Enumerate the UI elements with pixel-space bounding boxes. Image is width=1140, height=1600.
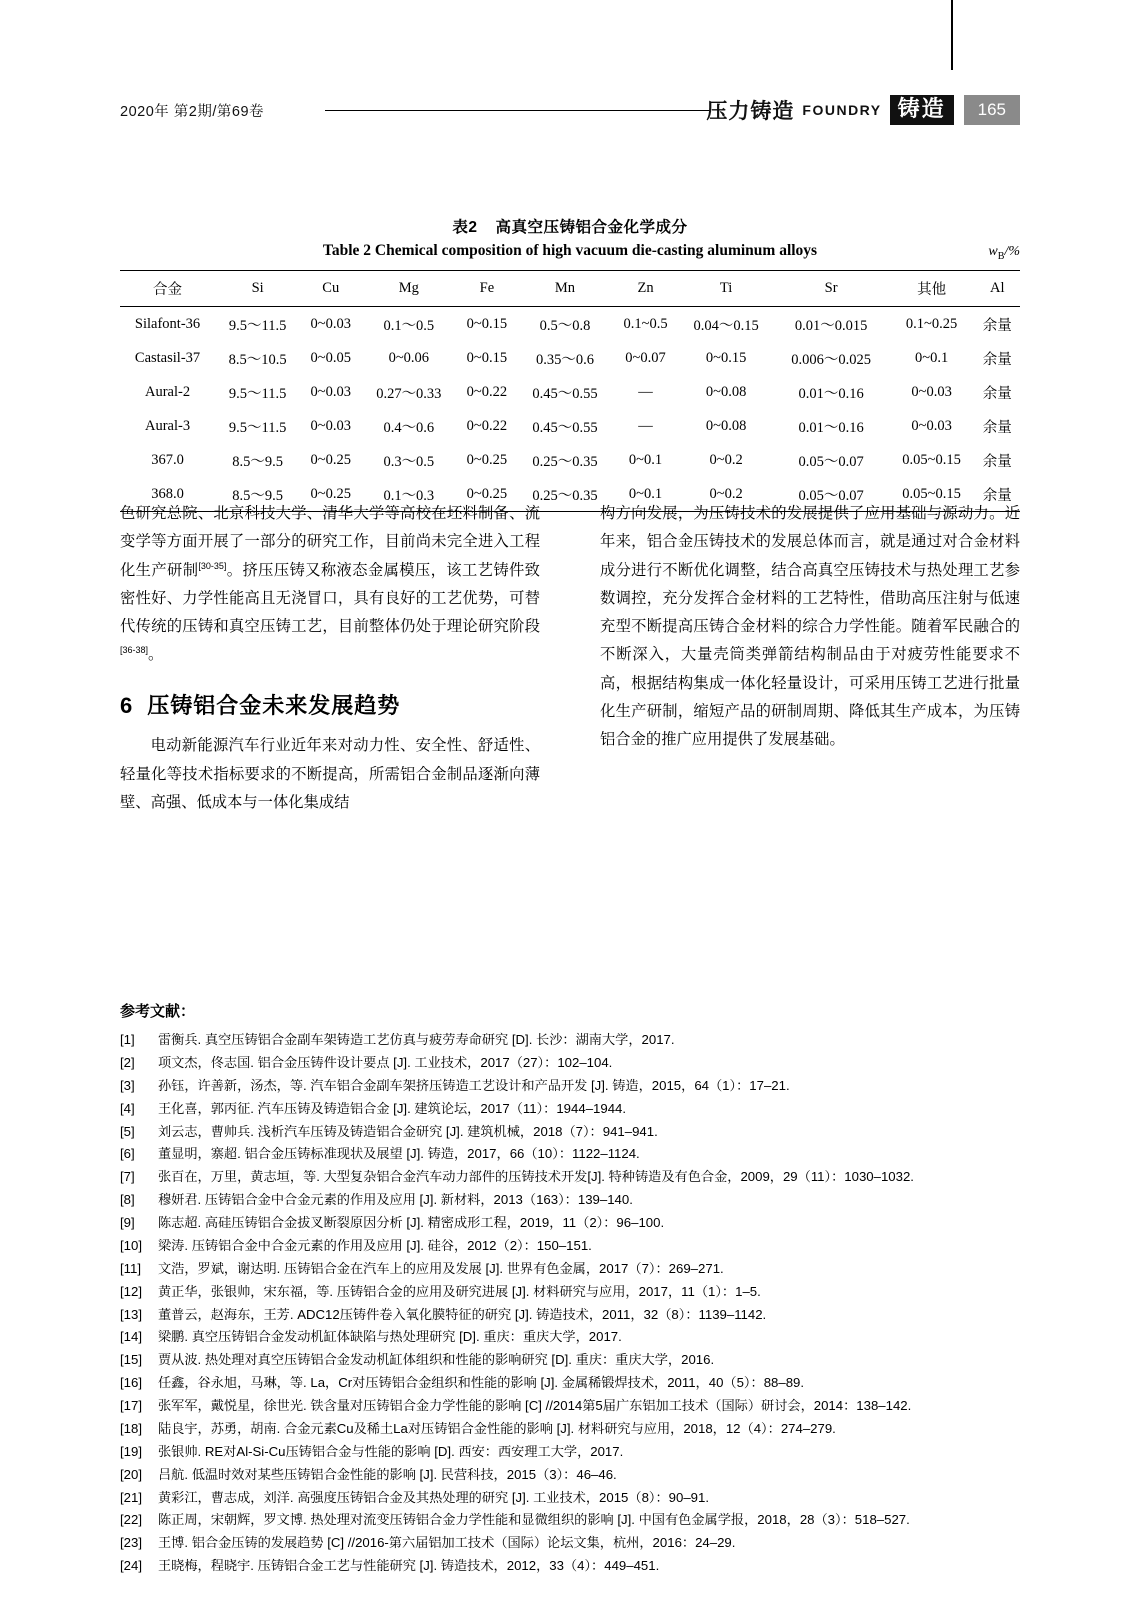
cell-si: 8.5～9.5: [232, 487, 284, 504]
para-text-2: 。挤压压铸又称液态金属模压，该工艺铸件致密性好、力学性能高且无浇冒口，具有良好的工艺优势，可替代传统的压铸和真空压铸工艺，目前整体仍处于理论研究阶段: [120, 561, 540, 636]
reference-text: 刘云志，曹帅兵. 浅析汽车压铸及铸造铝合金研究 [J]. 建筑机械，2018（7）：941–941.: [158, 1123, 658, 1139]
table-2-block: [120, 215, 1020, 512]
reference-text: 陆良宇，苏勇，胡南. 合金元素Cu及稀土La对压铸铝合金性能的影响 [J]. 材料研究与应用，2018，12（4）：274–279.: [158, 1420, 836, 1436]
cell-alloy: 367.0: [151, 451, 184, 468]
reference-number: [5]: [120, 1123, 135, 1139]
table-unit-label: [988, 244, 1020, 262]
body-columns: [120, 500, 1020, 812]
references-section: [120, 1000, 1020, 1578]
cell-ti: 0~0.15: [705, 349, 747, 366]
table-header-row: [120, 271, 1020, 307]
col-header-mg: Mg: [398, 280, 419, 296]
col-header-alloy: 合金: [153, 282, 183, 298]
table-number: 表2: [452, 219, 478, 236]
cell-mn: 0.25～0.35: [532, 487, 598, 504]
reference-number: [18]: [120, 1420, 142, 1436]
cell-other: 0.1~0.25: [905, 315, 958, 332]
reference-number: [9]: [120, 1215, 135, 1230]
reference-text: 王化喜，郭丙征. 汽车压铸及铸造铝合金 [J]. 建筑论坛，2017（11）：1944–1944.: [158, 1100, 627, 1116]
cell-mg: 0.4～0.6: [383, 419, 435, 436]
cell-si: 8.5～10.5: [228, 351, 287, 368]
cell-fe: 0~0.15: [466, 315, 508, 332]
reference-item: [120, 1555, 1020, 1576]
cell-ti: 0~0.2: [709, 485, 743, 502]
reference-item: [120, 1395, 1020, 1416]
cell-zn: 0.1~0.5: [623, 315, 668, 332]
reference-text: 贾从波. 热处理对真空压铸铝合金发动机缸体组织和性能的影响研究 [D]. 重庆：重庆大学，2016.: [158, 1352, 715, 1368]
cell-alloy: Aural-3: [144, 417, 191, 434]
cell-alloy: Silafont-36: [134, 315, 201, 332]
reference-item: [120, 1075, 1020, 1096]
reference-number: [7]: [120, 1169, 135, 1185]
reference-number: [19]: [120, 1443, 142, 1459]
header-divider: [325, 110, 710, 111]
reference-text: 梁涛. 压铸铝合金中合金元素的作用及应用 [J]. 硅谷，2012（2）：150–151.: [158, 1237, 592, 1253]
reference-item: [120, 1166, 1020, 1187]
reference-text: 王晓梅，程晓宇. 压铸铝合金工艺与性能研究 [J]. 铸造技术，2012，33（4）：449–451.: [158, 1558, 660, 1574]
cell-si: 9.5～11.5: [228, 385, 287, 402]
reference-number: [11]: [120, 1260, 142, 1276]
cell-mn: 0.25～0.35: [532, 453, 598, 470]
col-header-sr: Sr: [824, 280, 838, 296]
cell-other: 0~0.1: [914, 349, 949, 366]
cell-cu: 0~0.03: [310, 315, 351, 332]
cell-alloy: Castasil-37: [134, 349, 201, 366]
reference-item: [120, 1052, 1020, 1073]
cell-al: 余量: [982, 453, 1012, 470]
section-title: 压铸铝合金未来发展趋势: [147, 692, 401, 718]
cell-mg: 0.1～0.3: [383, 487, 435, 504]
cell-si: 9.5～11.5: [228, 419, 287, 436]
cell-sr: 0.01～0.015: [794, 317, 868, 334]
reference-text: 梁鹏. 真空压铸铝合金发动机缸体缺陷与热处理研究 [D]. 重庆：重庆大学，2017.: [158, 1329, 622, 1345]
cell-zn: 0~0.1: [628, 451, 663, 468]
cell-fe: 0~0.22: [466, 417, 508, 434]
cell-si: 8.5～9.5: [232, 453, 284, 470]
page-header: [120, 96, 1020, 130]
col-header-ti: Ti: [719, 280, 733, 296]
cell-sr: 0.05～0.07: [798, 453, 864, 470]
reference-number: [16]: [120, 1375, 142, 1391]
cell-cu: 0~0.03: [310, 417, 351, 434]
reference-number: [2]: [120, 1054, 135, 1070]
composition-table: [120, 270, 1020, 512]
reference-number: [17]: [120, 1398, 142, 1413]
reference-item: [120, 1509, 1020, 1530]
citation-ref-30-35: [30-35]: [198, 560, 227, 571]
reference-item: [120, 1418, 1020, 1439]
brand-logo-box: 铸造: [890, 95, 954, 125]
section-heading: [120, 686, 540, 727]
cell-al: 余量: [982, 317, 1012, 334]
col-header-zn: Zn: [637, 280, 654, 296]
reference-text: 吕航. 低温时效对某些压铸铝合金性能的影响 [J]. 民营科技，2015（3）：46–46.: [158, 1466, 617, 1482]
citation-ref-36-38: [36-38]: [120, 645, 149, 656]
page-number-badge: 165: [964, 95, 1020, 125]
table-title-cn: [120, 215, 1020, 237]
para-text-1: 色研究总院、北京科技大学、清华大学等高校在坯料制备、流变学等方面开展了一部分的研究工作，目前尚未完全进入工程化生产研制: [120, 505, 540, 579]
journal-brand: [706, 90, 1020, 130]
col-header-other: 其他: [917, 282, 947, 298]
reference-number: [3]: [120, 1077, 135, 1093]
cell-other: 0.05~0.15: [902, 485, 961, 502]
reference-number: [8]: [120, 1192, 135, 1208]
section-paragraph: 电动新能源汽车行业近年来对动力性、安全性、舒适性、轻量化等技术指标要求的不断提高，所需铝合金制品逐渐向薄壁、高强、低成本与一体化集成结: [120, 737, 540, 812]
reference-item: [120, 1487, 1020, 1508]
cell-ti: 0~0.08: [705, 417, 747, 434]
brand-en-label: FOUNDRY: [802, 102, 882, 118]
cell-mn: 0.35～0.6: [535, 351, 594, 368]
references-title: 参考文献：: [120, 1003, 196, 1020]
unit-subscript: B: [997, 250, 1005, 262]
reference-number: [20]: [120, 1466, 142, 1482]
reference-number: [4]: [120, 1100, 135, 1116]
unit-symbol: w: [988, 244, 998, 259]
para-text-3: 。: [148, 646, 164, 664]
reference-number: [13]: [120, 1306, 142, 1322]
cell-mn: 0.5～0.8: [539, 317, 591, 334]
cell-fe: 0~0.15: [466, 349, 508, 366]
reference-item: [120, 1098, 1020, 1119]
reference-text: 张百在，万里，黄志垣，等. 大型复杂铝合金汽车动力部件的压铸技术开发[J]. 特种铸造及有色合金，2009，29（11）：1030–1032.: [158, 1169, 914, 1185]
reference-item: [120, 1326, 1020, 1347]
table-title-en: Table 2 Chemical composition of high vacuum die-casting aluminum alloys: [322, 242, 818, 259]
reference-number: [14]: [120, 1329, 142, 1345]
reference-number: [12]: [120, 1283, 142, 1299]
reference-text: 陈正周，宋朝辉，罗文博. 热处理对流变压铸铝合金力学性能和显微组织的影响 [J]. 中国有色金属学报，2018，28（3）：518–527.: [158, 1512, 910, 1528]
reference-item: [120, 1121, 1020, 1142]
col-header-si: Si: [251, 280, 264, 296]
reference-item: [120, 1029, 1020, 1050]
cell-sr: 0.01～0.16: [798, 385, 864, 402]
table-row: [120, 375, 1020, 409]
cell-zn: —: [638, 383, 653, 400]
brand-cn-label: 压力铸造: [706, 100, 795, 123]
reference-item: [120, 1532, 1020, 1553]
reference-text: 孙钰，许善新，汤杰，等. 汽车铝合金副车架挤压铸造工艺设计和产品开发 [J]. 铸造，2015，64（1）：17–21.: [158, 1077, 790, 1093]
left-column: [120, 500, 540, 817]
cell-other: 0~0.03: [911, 383, 952, 400]
unit-suffix: /%: [1004, 244, 1020, 259]
reference-number: [6]: [120, 1146, 135, 1162]
reference-item: [120, 1464, 1020, 1485]
cell-cu: 0~0.25: [310, 451, 351, 468]
reference-text: 董显明，寨超. 铝合金压铸标准现状及展望 [J]. 铸造，2017，66（10）：1122–1124.: [158, 1146, 640, 1162]
reference-item: [120, 1441, 1020, 1462]
reference-item: [120, 1143, 1020, 1164]
cell-al: 余量: [982, 419, 1012, 436]
section-number: 6: [120, 692, 134, 718]
reference-item: [120, 1258, 1020, 1279]
col-header-cu: Cu: [322, 280, 340, 296]
cell-al: 余量: [982, 351, 1012, 368]
issue-info: 2020年 第2期/第69卷: [120, 104, 265, 120]
cell-cu: 0~0.03: [310, 383, 351, 400]
cell-ti: 0~0.08: [705, 383, 747, 400]
reference-item: [120, 1212, 1020, 1233]
reference-text: 张银帅. RE对Al-Si-Cu压铸铝合金与性能的影响 [D]. 西安：西安理工大学，2017.: [158, 1443, 624, 1459]
reference-text: 陈志超. 高硅压铸铝合金拔叉断裂原因分析 [J]. 精密成形工程，2019，11（2）：96–100.: [158, 1215, 665, 1230]
reference-number: [15]: [120, 1352, 142, 1368]
cell-sr: 0.01～0.16: [798, 419, 864, 436]
cell-mn: 0.45～0.55: [532, 385, 598, 402]
reference-number: [22]: [120, 1512, 142, 1528]
reference-item: [120, 1189, 1020, 1210]
table-body: [120, 307, 1020, 512]
col-header-fe: Fe: [479, 280, 495, 296]
reference-text: 穆妍君. 压铸铝合金中合金元素的作用及应用 [J]. 新材料，2013（163）：139–140.: [158, 1192, 633, 1208]
reference-text: 董普云，赵海东，王芳. ADC12压铸件卷入氧化膜特征的研究 [J]. 铸造技术，2011，32（8）：1139–1142.: [158, 1306, 767, 1322]
cell-ti: 0.04～0.15: [693, 317, 759, 334]
cell-mg: 0.1～0.5: [383, 317, 435, 334]
reference-item: [120, 1281, 1020, 1302]
reference-text: 项文杰，佟志国. 铝合金压铸件设计要点 [J]. 工业技术，2017（27）：102–104.: [158, 1054, 613, 1070]
reference-item: [120, 1372, 1020, 1393]
cell-sr: 0.006～0.025: [791, 351, 871, 368]
cell-sr: 0.05～0.07: [798, 487, 864, 504]
col-header-mn: Mn: [554, 280, 576, 296]
cell-si: 9.5～11.5: [228, 317, 287, 334]
table-head: [120, 271, 1020, 307]
cell-al: 余量: [982, 487, 1012, 504]
cell-al: 余量: [982, 385, 1012, 402]
table-title-cn-text: 高真空压铸铝合金化学成分: [495, 219, 688, 236]
reference-text: 文浩，罗斌，谢达明. 压铸铝合金在汽车上的应用及发展 [J]. 世界有色金属，2017（7）：269–271.: [158, 1260, 724, 1276]
cell-mg: 0.3～0.5: [383, 453, 435, 470]
reference-item: [120, 1304, 1020, 1325]
cell-other: 0.05~0.15: [902, 451, 961, 468]
reference-text: 黄正华，张银帅，宋东福，等. 压铸铝合金的应用及研究进展 [J]. 材料研究与应用，2017，11（1）：1–5.: [158, 1283, 761, 1299]
table-row: [120, 443, 1020, 477]
reference-number: [24]: [120, 1558, 142, 1574]
cell-mn: 0.45～0.55: [532, 419, 598, 436]
paragraph-continued: [120, 500, 540, 670]
cell-other: 0~0.03: [911, 417, 952, 434]
reference-number: [1]: [120, 1032, 135, 1047]
cell-mg: 0~0.06: [388, 349, 430, 366]
cell-fe: 0~0.25: [466, 451, 508, 468]
cell-mg: 0.27～0.33: [376, 385, 442, 402]
cell-alloy: 368.0: [151, 485, 184, 502]
table-row: [120, 409, 1020, 443]
cell-zn: 0~0.07: [625, 349, 666, 366]
reference-item: [120, 1235, 1020, 1256]
cell-fe: 0~0.25: [466, 485, 508, 502]
cell-zn: —: [638, 417, 653, 434]
cell-zn: 0~0.1: [628, 485, 663, 502]
reference-item: [120, 1349, 1020, 1370]
top-decorative-rule: [951, 0, 953, 70]
cell-cu: 0~0.05: [310, 349, 351, 366]
cell-fe: 0~0.22: [466, 383, 508, 400]
col-header-al: Al: [990, 280, 1005, 296]
reference-text: 王博. 铝合金压铸的发展趋势 [C] //2016-第六届铝加工技术（国际）论坛文集，杭州，2016：24–29.: [158, 1535, 736, 1551]
cell-ti: 0~0.2: [709, 451, 743, 468]
reference-number: [21]: [120, 1489, 142, 1505]
reference-text: 张军军，戴悦星，徐世光. 铁含量对压铸铝合金力学性能的影响 [C] //2014第5届广东铝加工技术（国际）研讨会，2014：138–142.: [158, 1398, 912, 1413]
table-row: [120, 307, 1020, 342]
reference-number: [10]: [120, 1237, 142, 1253]
cell-cu: 0~0.25: [310, 485, 351, 502]
cell-alloy: Aural-2: [144, 383, 191, 400]
reference-text: 任鑫，谷永旭，马琳，等. La，Cr对压铸铝合金组织和性能的影响 [J]. 金属稀锻焊技术，2011，40（5）：88–89.: [158, 1375, 805, 1391]
reference-text: 雷衡兵. 真空压铸铝合金副车架铸造工艺仿真与疲劳寿命研究 [D]. 长沙：湖南大学，2017.: [158, 1032, 675, 1047]
section-paragraph-continued: 构方向发展，为压铸技术的发展提供了应用基础与源动力。近年来，铝合金压铸技术的发展总体而言，就是通过对合金材料成分进行不断优化调整，结合高真空压铸技术与热处理工艺参数调控，充分发挥合金材料的工艺特性，借助高压注射与低速充型不断提高压铸合金材料的综合力学性能。随着军民融合的不断深入，大量壳筒类弹箭结构制品由于对疲劳性能要求不高，根据结构集成一体化轻量设计，可采用压铸工艺进行批量化生产研制，缩短产品的研制周期、降低其生产成本，为压铸铝合金的推广应用提供了发展基础。: [600, 505, 1020, 749]
reference-text: 黄彩江，曹志成，刘洋. 高强度压铸铝合金及其热处理的研究 [J]. 工业技术，2015（8）：90–91.: [158, 1489, 710, 1505]
right-column: [600, 500, 1020, 755]
table-row: [120, 341, 1020, 375]
reference-number: [23]: [120, 1535, 142, 1551]
